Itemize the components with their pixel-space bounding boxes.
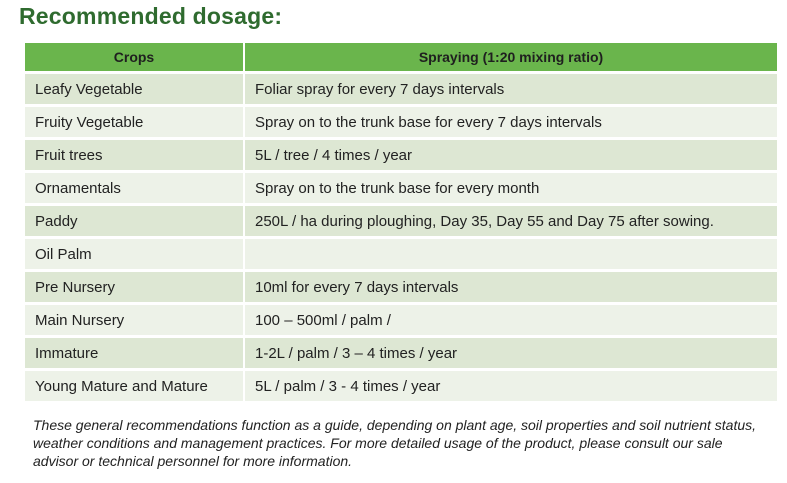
spraying-cell: Spray on to the trunk base for every 7 days intervals — [245, 107, 777, 137]
table-row — [25, 74, 777, 104]
column-header-spraying: Spraying (1:20 mixing ratio) — [245, 43, 777, 71]
crop-cell: Ornamentals — [25, 173, 245, 203]
crop-cell: Fruity Vegetable — [25, 107, 245, 137]
table-row — [25, 272, 777, 302]
crop-cell: Leafy Vegetable — [25, 74, 245, 104]
spraying-cell: 10ml for every 7 days intervals — [245, 272, 777, 302]
crop-cell: Young Mature and Mature — [25, 371, 245, 401]
table-row — [25, 107, 777, 137]
crop-cell: Paddy — [25, 206, 245, 236]
crop-cell: Immature — [25, 338, 245, 368]
spraying-cell — [245, 239, 777, 269]
table-row — [25, 206, 777, 236]
table-row — [25, 140, 777, 170]
page-title: Recommended dosage: — [19, 3, 283, 29]
crop-cell: Fruit trees — [25, 140, 245, 170]
spraying-cell: 5L / tree / 4 times / year — [245, 140, 777, 170]
table-row — [25, 338, 777, 368]
crop-cell: Oil Palm — [25, 239, 245, 269]
spraying-cell: 5L / palm / 3 - 4 times / year — [245, 371, 777, 401]
spraying-cell: Spray on to the trunk base for every month — [245, 173, 777, 203]
crop-cell: Pre Nursery — [25, 272, 245, 302]
spraying-cell: 100 – 500ml / palm / — [245, 305, 777, 335]
table-row — [25, 371, 777, 401]
table-row — [25, 173, 777, 203]
dosage-table — [25, 40, 777, 404]
table-header-row — [25, 43, 777, 71]
footnote-text: These general recommendations function as a guide, depending on plant age, soil properties and soil nutrient status, weather conditions and management practices. For more detailed usage of the product, please consult our sale advisor or technical personnel for more information. — [33, 417, 757, 469]
table-row — [25, 305, 777, 335]
table-row — [25, 239, 777, 269]
spraying-cell: 250L / ha during ploughing, Day 35, Day 55 and Day 75 after sowing. — [245, 206, 777, 236]
spraying-cell: 1-2L / palm / 3 – 4 times / year — [245, 338, 777, 368]
column-header-crops: Crops — [25, 43, 245, 71]
crop-cell: Main Nursery — [25, 305, 245, 335]
spraying-cell: Foliar spray for every 7 days intervals — [245, 74, 777, 104]
